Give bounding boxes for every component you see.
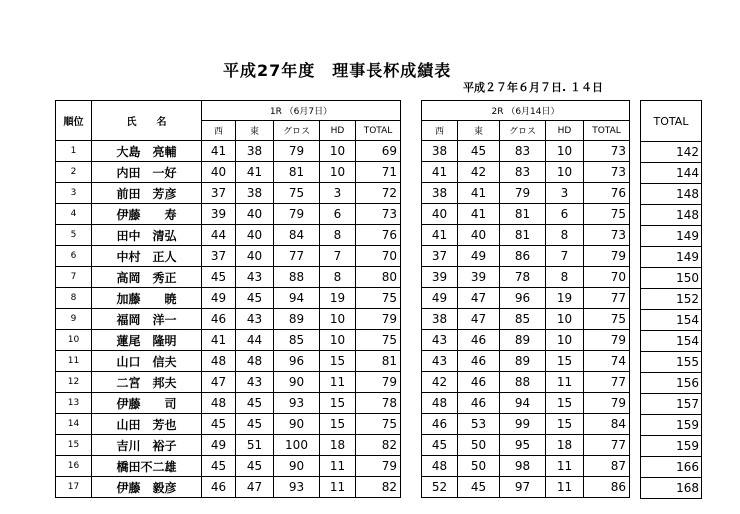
player-name: 中村 正人 <box>92 246 202 267</box>
r1-gross-cell: 84 <box>274 225 320 246</box>
r1-east-cell: 38 <box>236 141 274 162</box>
r1-west-cell: 45 <box>202 414 236 435</box>
rank-cell: 16 <box>56 456 92 477</box>
r1-east-cell: 45 <box>236 288 274 309</box>
r2-west-cell: 52 <box>422 477 458 498</box>
grand-total-cell: 155 <box>641 352 702 373</box>
player-row <box>641 478 702 499</box>
player-row <box>641 205 702 226</box>
r2-east-cell: 45 <box>458 477 500 498</box>
rank-cell: 13 <box>56 393 92 414</box>
r2-gross-cell: 78 <box>500 267 546 288</box>
r2-east-cell: 39 <box>458 267 500 288</box>
r1-total-cell: 79 <box>356 456 401 477</box>
player-row <box>641 352 702 373</box>
grand-total-cell: 154 <box>641 310 702 331</box>
r1-hd-cell: 15 <box>320 393 356 414</box>
r2-gross-cell: 94 <box>500 393 546 414</box>
r2-gross-cell: 83 <box>500 141 546 162</box>
round2-table <box>421 100 630 498</box>
grand-total-cell: 168 <box>641 478 702 499</box>
r2-gross-cell: 98 <box>500 456 546 477</box>
player-row <box>56 351 401 372</box>
r2-hd-cell: 11 <box>546 477 584 498</box>
player-row <box>641 289 702 310</box>
r1-west-cell: 37 <box>202 246 236 267</box>
r1-hd-cell: 6 <box>320 204 356 225</box>
r2-east-cell: 46 <box>458 351 500 372</box>
player-row <box>641 457 702 478</box>
rank-cell: 14 <box>56 414 92 435</box>
player-name: 山口 信夫 <box>92 351 202 372</box>
r2-hd-cell: 8 <box>546 267 584 288</box>
r2-total-cell: 73 <box>584 141 630 162</box>
r2-hd-cell: 8 <box>546 225 584 246</box>
r1-west-cell: 46 <box>202 309 236 330</box>
r1-hd-cell: 19 <box>320 288 356 309</box>
player-name: 吉川 裕子 <box>92 435 202 456</box>
r2-west-cell: 40 <box>422 204 458 225</box>
r2-total-cell: 73 <box>584 225 630 246</box>
r2-gross-cell: 85 <box>500 309 546 330</box>
r2-hd-cell: 18 <box>546 435 584 456</box>
player-row <box>641 184 702 205</box>
player-name: 蓮尾 隆明 <box>92 330 202 351</box>
r2-total-cell: 75 <box>584 309 630 330</box>
r1-east-header: 東 <box>236 121 274 141</box>
player-row <box>641 268 702 289</box>
r1-gross-cell: 90 <box>274 372 320 393</box>
r1-west-cell: 45 <box>202 456 236 477</box>
player-row <box>56 204 401 225</box>
r2-west-cell: 43 <box>422 330 458 351</box>
player-row <box>56 288 401 309</box>
r1-east-cell: 43 <box>236 267 274 288</box>
r2-total-cell: 75 <box>584 204 630 225</box>
r1-west-cell: 45 <box>202 267 236 288</box>
grand-total-cell: 154 <box>641 331 702 352</box>
player-row <box>422 162 630 183</box>
r2-east-cell: 45 <box>458 141 500 162</box>
player-row <box>641 142 702 163</box>
r1-west-cell: 46 <box>202 477 236 498</box>
player-row <box>56 183 401 204</box>
r1-east-cell: 40 <box>236 225 274 246</box>
r1-gross-cell: 90 <box>274 456 320 477</box>
r2-hd-cell: 3 <box>546 183 584 204</box>
rank-cell: 3 <box>56 183 92 204</box>
r2-gross-cell: 86 <box>500 246 546 267</box>
player-row <box>422 309 630 330</box>
r1-west-cell: 41 <box>202 330 236 351</box>
r2-west-cell: 37 <box>422 246 458 267</box>
grand-total-cell: 157 <box>641 394 702 415</box>
r1-total-cell: 78 <box>356 393 401 414</box>
r1-hd-header: HD <box>320 121 356 141</box>
r1-west-header: 西 <box>202 121 236 141</box>
r1-west-cell: 44 <box>202 225 236 246</box>
r2-west-cell: 39 <box>422 267 458 288</box>
player-row <box>56 309 401 330</box>
r2-hd-cell: 15 <box>546 351 584 372</box>
player-name: 大島 亮輔 <box>92 141 202 162</box>
r2-west-header: 西 <box>422 121 458 141</box>
r2-east-cell: 41 <box>458 204 500 225</box>
r2-gross-cell: 95 <box>500 435 546 456</box>
grand-total-cell: 144 <box>641 163 702 184</box>
r2-east-cell: 49 <box>458 246 500 267</box>
r2-east-cell: 47 <box>458 309 500 330</box>
r2-west-cell: 38 <box>422 141 458 162</box>
player-row <box>422 477 630 498</box>
r2-east-cell: 46 <box>458 330 500 351</box>
r1-hd-cell: 15 <box>320 351 356 372</box>
player-name: 伊藤 司 <box>92 393 202 414</box>
r1-east-cell: 51 <box>236 435 274 456</box>
r2-west-cell: 49 <box>422 288 458 309</box>
r2-total-cell: 86 <box>584 477 630 498</box>
rank-cell: 1 <box>56 141 92 162</box>
player-row <box>56 477 401 498</box>
r1-hd-cell: 8 <box>320 225 356 246</box>
r1-gross-cell: 79 <box>274 204 320 225</box>
r2-east-cell: 46 <box>458 393 500 414</box>
r2-gross-cell: 89 <box>500 330 546 351</box>
r2-west-cell: 41 <box>422 225 458 246</box>
rank-cell: 8 <box>56 288 92 309</box>
rank-header: 順位 <box>56 101 92 141</box>
r2-total-cell: 77 <box>584 435 630 456</box>
r2-total-cell: 84 <box>584 414 630 435</box>
r2-hd-cell: 6 <box>546 204 584 225</box>
r2-total-cell: 79 <box>584 330 630 351</box>
r1-total-cell: 71 <box>356 162 401 183</box>
player-row <box>56 393 401 414</box>
r1-hd-cell: 10 <box>320 141 356 162</box>
grand-total-cell: 149 <box>641 247 702 268</box>
r2-total-cell: 87 <box>584 456 630 477</box>
r2-gross-cell: 79 <box>500 183 546 204</box>
r1-total-cell: 73 <box>356 204 401 225</box>
event-dates: 平成２７年６月７日. １４日 <box>463 81 604 94</box>
r1-east-cell: 40 <box>236 246 274 267</box>
player-name: 田中 清弘 <box>92 225 202 246</box>
r2-total-cell: 76 <box>584 183 630 204</box>
player-row <box>422 225 630 246</box>
r2-hd-cell: 7 <box>546 246 584 267</box>
r1-total-cell: 75 <box>356 288 401 309</box>
grand-total-table <box>640 100 702 499</box>
player-row <box>422 267 630 288</box>
player-row <box>422 435 630 456</box>
player-row <box>56 414 401 435</box>
r2-hd-cell: 11 <box>546 372 584 393</box>
r1-gross-cell: 100 <box>274 435 320 456</box>
player-row <box>56 246 401 267</box>
player-row <box>641 394 702 415</box>
round1-table <box>55 100 401 498</box>
name-header: 氏 名 <box>92 101 202 141</box>
r2-east-cell: 53 <box>458 414 500 435</box>
rank-cell: 15 <box>56 435 92 456</box>
grand-total-cell: 152 <box>641 289 702 310</box>
r1-total-cell: 82 <box>356 477 401 498</box>
r1-total-cell: 72 <box>356 183 401 204</box>
r1-total-cell: 70 <box>356 246 401 267</box>
rank-cell: 5 <box>56 225 92 246</box>
r2-west-cell: 48 <box>422 393 458 414</box>
rank-cell: 17 <box>56 477 92 498</box>
r1-gross-cell: 93 <box>274 393 320 414</box>
r1-gross-cell: 93 <box>274 477 320 498</box>
r1-east-cell: 40 <box>236 204 274 225</box>
grand-total-header: TOTAL <box>641 101 702 142</box>
player-row <box>422 141 630 162</box>
r1-gross-cell: 88 <box>274 267 320 288</box>
r1-gross-cell: 81 <box>274 162 320 183</box>
r2-hd-cell: 11 <box>546 456 584 477</box>
player-row <box>422 414 630 435</box>
player-row <box>422 204 630 225</box>
r1-west-cell: 49 <box>202 435 236 456</box>
grand-total-cell: 159 <box>641 436 702 457</box>
r1-west-cell: 39 <box>202 204 236 225</box>
rank-cell: 2 <box>56 162 92 183</box>
r1-east-cell: 41 <box>236 162 274 183</box>
r2-east-header: 東 <box>458 121 500 141</box>
r1-east-cell: 43 <box>236 372 274 393</box>
r1-total-cell: 79 <box>356 372 401 393</box>
rank-cell: 12 <box>56 372 92 393</box>
grand-total-cell: 159 <box>641 415 702 436</box>
rank-cell: 7 <box>56 267 92 288</box>
r1-east-cell: 38 <box>236 183 274 204</box>
player-row <box>422 372 630 393</box>
player-name: 福岡 洋一 <box>92 309 202 330</box>
r1-west-cell: 48 <box>202 351 236 372</box>
r2-west-cell: 42 <box>422 372 458 393</box>
r2-east-cell: 41 <box>458 183 500 204</box>
player-name: 橋田不二雄 <box>92 456 202 477</box>
player-row <box>56 141 401 162</box>
player-row <box>422 330 630 351</box>
page-title: 平成27年度 理事長杯成績表 <box>223 61 452 80</box>
r1-hd-cell: 11 <box>320 477 356 498</box>
r1-east-cell: 44 <box>236 330 274 351</box>
r2-total-cell: 79 <box>584 393 630 414</box>
player-name: 伊藤 毅彦 <box>92 477 202 498</box>
rank-cell: 10 <box>56 330 92 351</box>
r2-hd-cell: 15 <box>546 414 584 435</box>
r1-east-cell: 45 <box>236 393 274 414</box>
r1-gross-cell: 90 <box>274 414 320 435</box>
r1-west-cell: 41 <box>202 141 236 162</box>
r1-hd-cell: 11 <box>320 372 356 393</box>
grand-total-cell: 142 <box>641 142 702 163</box>
r1-west-cell: 47 <box>202 372 236 393</box>
grand-total-cell: 149 <box>641 226 702 247</box>
r2-west-cell: 38 <box>422 309 458 330</box>
r1-total-cell: 69 <box>356 141 401 162</box>
r1-gross-cell: 96 <box>274 351 320 372</box>
r2-gross-cell: 83 <box>500 162 546 183</box>
r2-west-cell: 38 <box>422 183 458 204</box>
r1-total-cell: 76 <box>356 225 401 246</box>
r2-hd-cell: 15 <box>546 393 584 414</box>
player-row <box>422 288 630 309</box>
r2-gross-cell: 97 <box>500 477 546 498</box>
player-row <box>422 351 630 372</box>
r2-gross-cell: 99 <box>500 414 546 435</box>
r1-hd-cell: 11 <box>320 456 356 477</box>
r2-hd-cell: 10 <box>546 309 584 330</box>
r2-total-cell: 77 <box>584 288 630 309</box>
r1-hd-cell: 10 <box>320 309 356 330</box>
r1-total-header: TOTAL <box>356 121 401 141</box>
r2-west-cell: 48 <box>422 456 458 477</box>
r2-east-cell: 42 <box>458 162 500 183</box>
r2-east-cell: 46 <box>458 372 500 393</box>
r2-east-cell: 47 <box>458 288 500 309</box>
r2-gross-header: グロス <box>500 121 546 141</box>
r1-west-cell: 48 <box>202 393 236 414</box>
player-name: 前田 芳彦 <box>92 183 202 204</box>
r1-hd-cell: 8 <box>320 267 356 288</box>
r2-total-cell: 79 <box>584 246 630 267</box>
r2-total-header: TOTAL <box>584 121 630 141</box>
player-name: 山田 芳也 <box>92 414 202 435</box>
r1-hd-cell: 15 <box>320 414 356 435</box>
player-name: 高岡 秀正 <box>92 267 202 288</box>
player-row <box>422 393 630 414</box>
player-row <box>56 456 401 477</box>
r1-east-cell: 48 <box>236 351 274 372</box>
round2-header: 2R （6月14日） <box>422 101 630 121</box>
r2-hd-cell: 10 <box>546 162 584 183</box>
r1-gross-cell: 79 <box>274 141 320 162</box>
r2-gross-cell: 81 <box>500 225 546 246</box>
rank-cell: 11 <box>56 351 92 372</box>
player-row <box>56 372 401 393</box>
r1-total-cell: 82 <box>356 435 401 456</box>
player-row <box>422 246 630 267</box>
r2-east-cell: 50 <box>458 456 500 477</box>
r2-hd-cell: 10 <box>546 141 584 162</box>
r2-east-cell: 50 <box>458 435 500 456</box>
r1-hd-cell: 10 <box>320 162 356 183</box>
r2-gross-cell: 81 <box>500 204 546 225</box>
r1-east-cell: 47 <box>236 477 274 498</box>
player-row <box>56 435 401 456</box>
r1-gross-cell: 89 <box>274 309 320 330</box>
r1-east-cell: 43 <box>236 309 274 330</box>
player-name: 伊藤 寿 <box>92 204 202 225</box>
grand-total-cell: 148 <box>641 205 702 226</box>
r2-west-cell: 41 <box>422 162 458 183</box>
r1-gross-cell: 85 <box>274 330 320 351</box>
r1-gross-cell: 94 <box>274 288 320 309</box>
player-row <box>641 415 702 436</box>
r1-gross-header: グロス <box>274 121 320 141</box>
player-row <box>641 373 702 394</box>
r2-hd-cell: 10 <box>546 330 584 351</box>
round1-header: 1R （6月7日） <box>202 101 401 121</box>
r1-gross-cell: 75 <box>274 183 320 204</box>
player-row <box>641 310 702 331</box>
r1-total-cell: 75 <box>356 414 401 435</box>
player-name: 二宮 邦夫 <box>92 372 202 393</box>
rank-cell: 9 <box>56 309 92 330</box>
r1-hd-cell: 3 <box>320 183 356 204</box>
player-name: 加藤 暁 <box>92 288 202 309</box>
r1-total-cell: 79 <box>356 309 401 330</box>
r1-hd-cell: 18 <box>320 435 356 456</box>
player-row <box>641 226 702 247</box>
r1-hd-cell: 10 <box>320 330 356 351</box>
r1-west-cell: 40 <box>202 162 236 183</box>
player-row <box>422 183 630 204</box>
r1-gross-cell: 77 <box>274 246 320 267</box>
r2-hd-header: HD <box>546 121 584 141</box>
r1-hd-cell: 7 <box>320 246 356 267</box>
r1-west-cell: 49 <box>202 288 236 309</box>
r2-west-cell: 45 <box>422 435 458 456</box>
player-row <box>56 162 401 183</box>
grand-total-cell: 166 <box>641 457 702 478</box>
rank-cell: 6 <box>56 246 92 267</box>
grand-total-cell: 150 <box>641 268 702 289</box>
player-name: 内田 一好 <box>92 162 202 183</box>
r2-west-cell: 46 <box>422 414 458 435</box>
r1-west-cell: 37 <box>202 183 236 204</box>
r2-gross-cell: 96 <box>500 288 546 309</box>
rank-cell: 4 <box>56 204 92 225</box>
r2-gross-cell: 89 <box>500 351 546 372</box>
player-row <box>422 456 630 477</box>
grand-total-cell: 148 <box>641 184 702 205</box>
player-row <box>641 436 702 457</box>
player-row <box>56 225 401 246</box>
r2-total-cell: 73 <box>584 162 630 183</box>
player-row <box>641 163 702 184</box>
player-row <box>641 331 702 352</box>
r2-west-cell: 43 <box>422 351 458 372</box>
r1-total-cell: 75 <box>356 330 401 351</box>
player-row <box>641 247 702 268</box>
r2-hd-cell: 19 <box>546 288 584 309</box>
r2-east-cell: 40 <box>458 225 500 246</box>
r2-total-cell: 70 <box>584 267 630 288</box>
player-row <box>56 330 401 351</box>
player-row <box>56 267 401 288</box>
r1-total-cell: 81 <box>356 351 401 372</box>
r1-east-cell: 45 <box>236 456 274 477</box>
r1-east-cell: 45 <box>236 414 274 435</box>
r1-total-cell: 80 <box>356 267 401 288</box>
r2-total-cell: 74 <box>584 351 630 372</box>
r2-total-cell: 77 <box>584 372 630 393</box>
r2-gross-cell: 88 <box>500 372 546 393</box>
grand-total-cell: 156 <box>641 373 702 394</box>
